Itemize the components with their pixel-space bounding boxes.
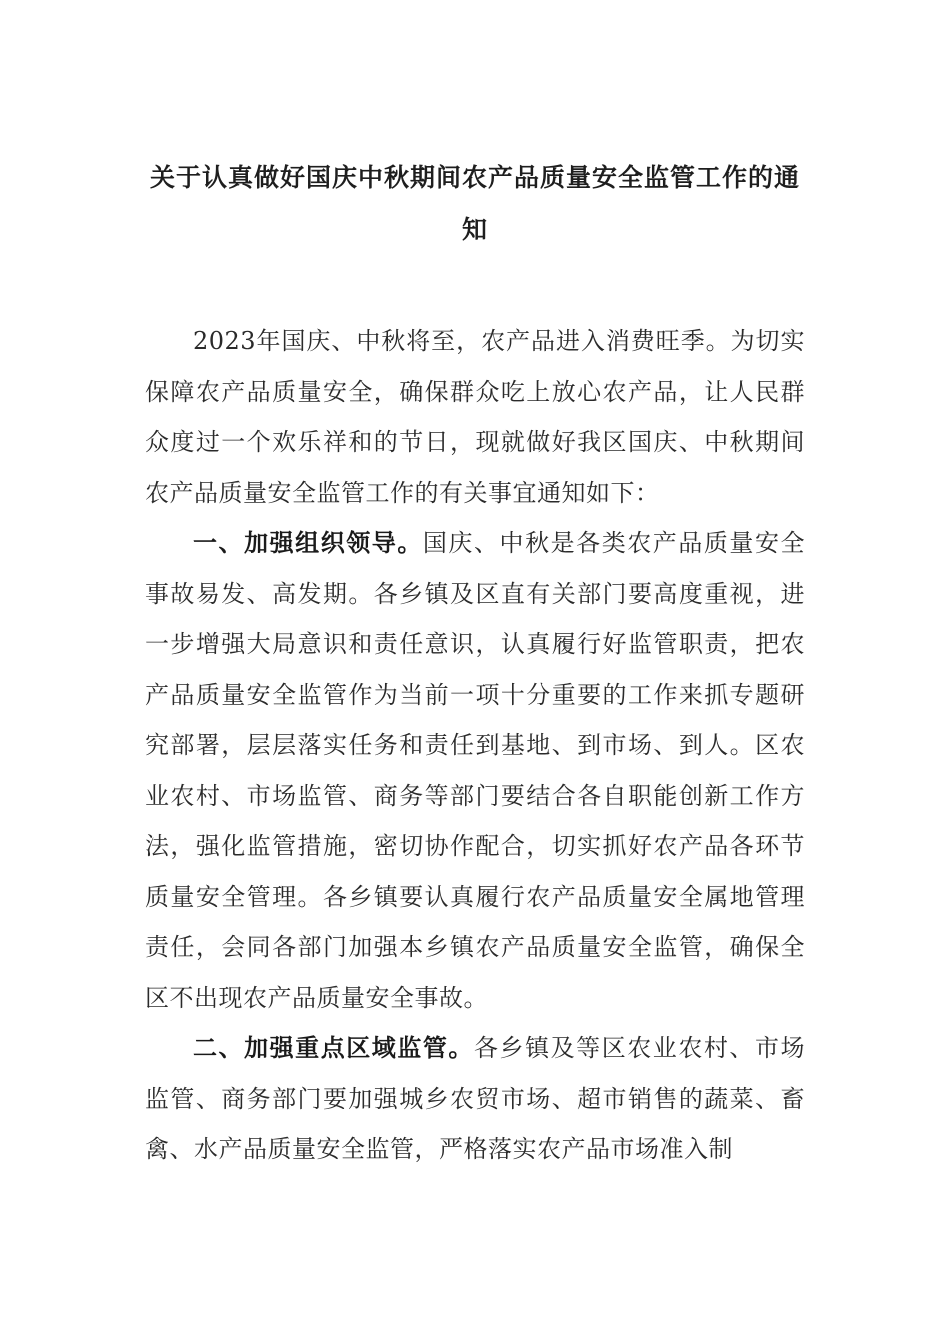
title-line-2: 知: [461, 215, 488, 244]
section-1-text: 国庆、中秋是各类农产品质量安全事故易发、高发期。各乡镇及区直有关部门要高度重视，进一步增强大局意识和责任意识，认真履行好监管职责，把农产品质量安全监管作为当前一项十分重要的工作来抓专题研究部署，层层落实任务和责任到基地、到市场、到人。区农业农村、市场监管、商务等部门要结合各自职能创新工作方法，强化监管措施，密切协作配合，切实抓好农产品各环节质量安全管理。各乡镇要认真履行农产品质量安全属地管理责任，会同各部门加强本乡镇农产品质量安全监管，确保全区不出现农产品质量安全事故。: [145, 529, 805, 1012]
section-1-heading: 一、加强组织领导。: [193, 528, 423, 557]
document-title: [145, 152, 805, 256]
paragraph-intro: [145, 316, 805, 518]
document-body: [145, 316, 805, 1175]
paragraph-section-2: [145, 1023, 805, 1175]
section-2-text: 各乡镇及等区农业农村、市场监管、商务部门要加强城乡农贸市场、超市销售的蔬菜、畜禽、水产品质量安全监管，严格落实农产品市场准入制: [145, 1034, 806, 1163]
title-line-1: 关于认真做好国庆中秋期间农产品质量安全监管工作的通: [149, 163, 800, 192]
section-2-heading: 二、加强重点区域监管。: [193, 1033, 474, 1062]
paragraph-section-1: [145, 518, 805, 1023]
paragraph-intro-text: 2023年国庆、中秋将至，农产品进入消费旺季。为切实保障农产品质量安全，确保群众吃上放心农产品，让人民群众度过一个欢乐祥和的节日，现就做好我区国庆、中秋期间农产品质量安全监管工作的有关事宜通知如下：: [145, 327, 805, 507]
